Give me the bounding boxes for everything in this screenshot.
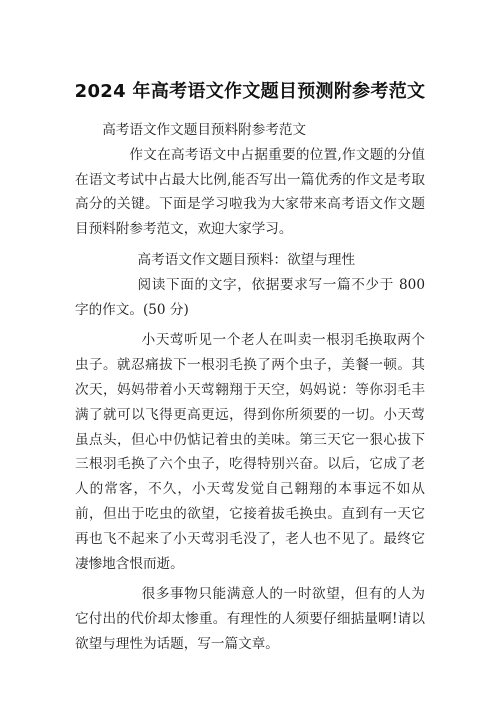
instruction-paragraph: 阅读下面的文字，依据要求写一篇不少于 800 字的作文。(50 分) — [75, 276, 425, 318]
story-paragraph: 小天莺听见一个老人在叫卖一根羽毛换取两个虫子。就忍痛拔下一根羽毛换了两个虫子，美餐一顿。其次天，妈妈带着小天莺翱翔于天空，妈妈说：等你羽毛丰满了就可以飞得更高更远，得到你所须要的一切。小天莺虽点头，但心中仍惦记着虫的美味。第三天它一狠心拔下三根羽毛换了六个虫子，吃得特别兴奋。以后，它成了老人的常客，不久，小天莺发觉自己翱翔的本事远不如从前，但出于吃虫的欲望，它接着拔毛换虫。直到有一天它再也飞不起来了小天莺羽毛没了，老人也不见了。最终它凄惨地含恨而逝。 — [75, 332, 425, 572]
document-body — [75, 118, 425, 657]
document-subtitle: 高考语文作文题目预料附参考范文 — [102, 122, 307, 138]
prompt-label: 高考语文作文题目预料：欲望与理性 — [137, 251, 356, 268]
document-title: 2024 年高考语文作文题目预测附参考范文 — [74, 81, 426, 102]
conclusion-paragraph: 很多事物只能满意人的一时欲望，但有的人为它付出的代价却太惨重。有理性的人须要仔细掂量啊!请以欲望与理性为话题，写一篇文章。 — [75, 586, 425, 652]
intro-paragraph: 作文在高考语文中占据重要的位置,作文题的分值在语文考试中占最大比例,能否写出一篇优秀的作文是考取高分的关键。下面是学习啦我为大家带来高考语文作文题目预料附参考范文，欢迎大家学习。 — [75, 146, 425, 238]
